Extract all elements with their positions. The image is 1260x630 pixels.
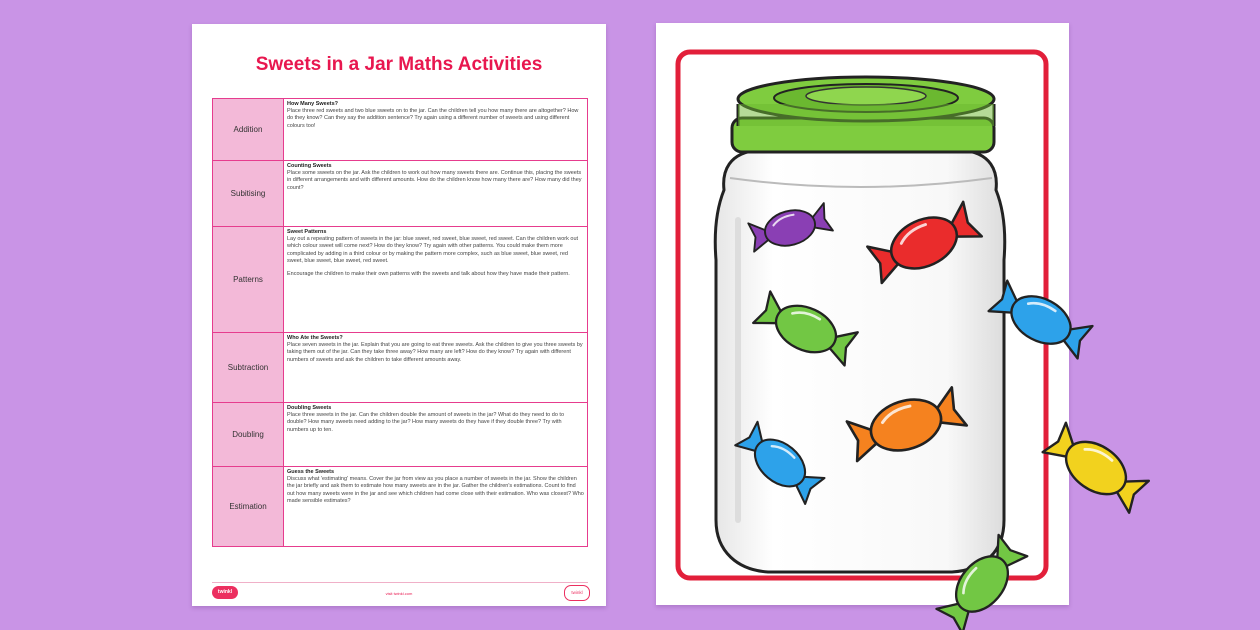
activity-heading: Doubling Sweets	[287, 405, 332, 411]
footer-logo: twinkl	[212, 586, 238, 599]
activity-heading: Who Ate the Sweets?	[287, 335, 343, 341]
activity-text: Lay out a repeating pattern of sweets in the jar: blue sweet, red sweet, blue sweet, red sweet. Can the children work out which colour sweet will come next? How do they know? Try again with other patterns. You could make them more complicated by adding in a third colour or by making the pattern more complex, such as blue sweet, blue sweet, red sweet, blue sweet, blue sweet, red sweet.	[287, 236, 579, 264]
activity-category: Subitising	[213, 161, 284, 227]
activity-heading: Counting Sweets	[287, 163, 332, 169]
activity-text: Place seven sweets in the jar. Explain that you are going to eat three sweets. Ask the children to give you three sweets by taking them out of the jar. Can they take three away? How many are left? How do they know? Try again with different numbers of sweets and ask the children to take different amounts away.	[287, 342, 583, 363]
footer-badge: twinkl	[564, 585, 590, 601]
activity-category: Patterns	[213, 227, 284, 333]
yellow-sweet	[1040, 420, 1152, 517]
activity-category: Doubling	[213, 403, 284, 467]
activity-text: Place three red sweets and two blue sweets on to the jar. Can the children tell you how many there are altogether? How do they know? Can they say the addition sentence? Try again using a different number of sweets and using different colours too!	[287, 108, 579, 129]
activity-category: Estimation	[213, 467, 284, 547]
activity-text-extra: Encourage the children to make their own patterns with the sweets and talk about how they have made their pattern.	[287, 271, 570, 278]
activity-text: Place three sweets in the jar. Can the children double the amount of sweets in the jar? What do they need to do to double? How many sweets need adding to the jar? How many sweets do they have if they double three? Try with numbers up to ten.	[287, 412, 565, 433]
document-title: Sweets in a Jar Maths Activities	[255, 54, 543, 75]
jar-lid	[732, 77, 994, 152]
activity-category: Addition	[213, 99, 284, 161]
footer-url: visit twinkl.com	[385, 591, 413, 596]
activity-heading: Sweet Patterns	[287, 229, 327, 235]
activity-text: Place some sweets on the jar. Ask the children to work out how many sweets there are. Continue this, placing the sweets in different arrangements and with different amounts. How do the children know how many there are? How many did they count?	[287, 170, 582, 191]
activity-category: Subtraction	[213, 333, 284, 403]
activity-heading: How Many Sweets?	[287, 101, 339, 107]
activity-text: Discuss what 'estimating' means. Cover the jar from view as you place a number of sweets in the jar. Show the children the jar briefly and ask them to estimate how many sweets are in the jar. Gather the children's estimations. Count to find out how many sweets were in the jar and see which children had come close with their estimation. Who was closest? Who made sensible estimates?	[287, 476, 584, 504]
activity-heading: Guess the Sweets	[287, 469, 335, 475]
